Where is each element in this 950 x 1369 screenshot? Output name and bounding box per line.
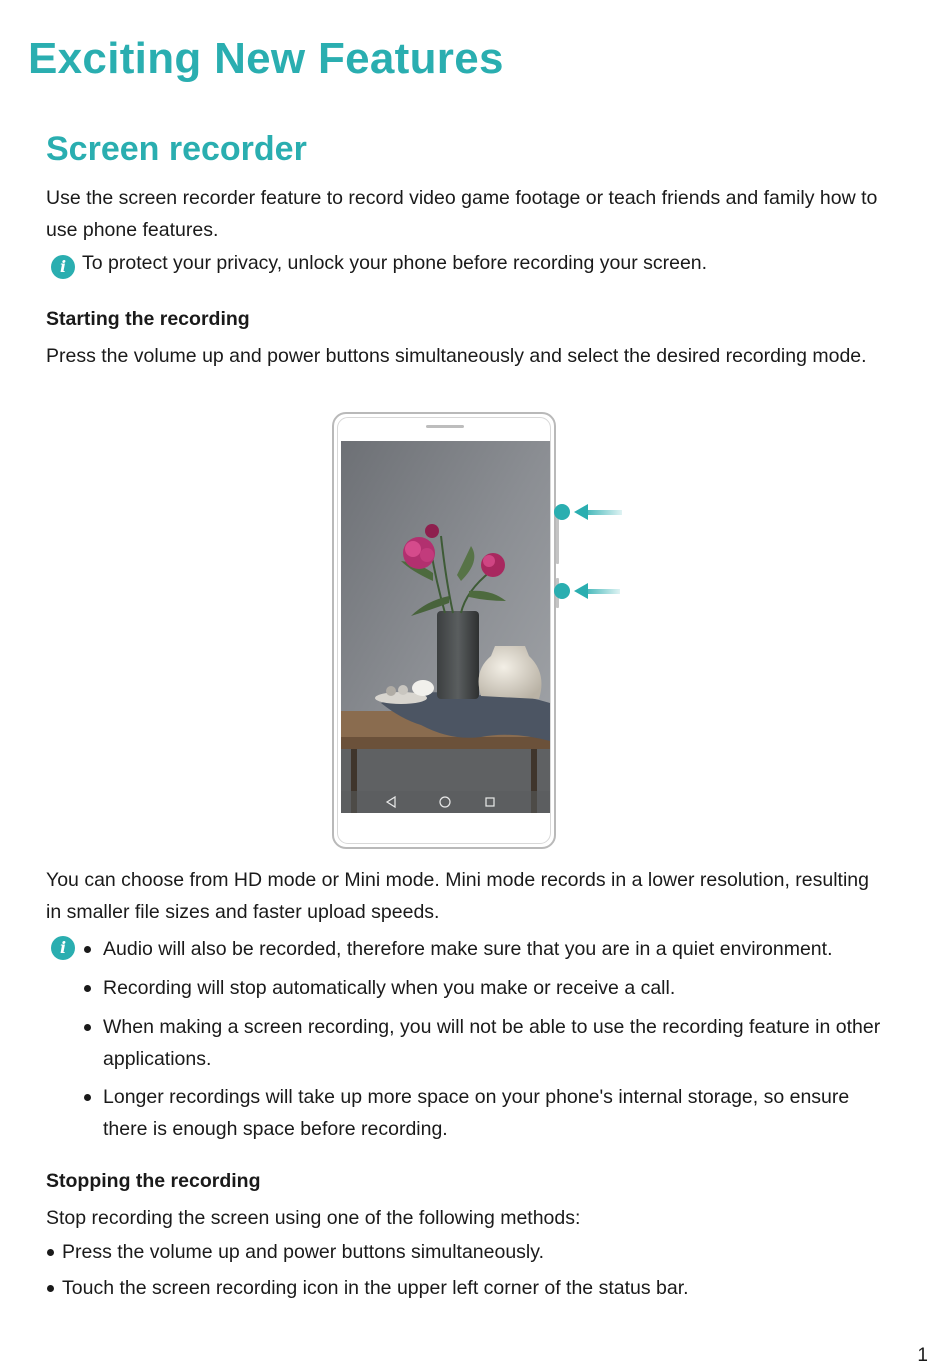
volume-up-arrow — [554, 504, 622, 520]
bullet — [84, 946, 91, 953]
power-arrow — [554, 583, 620, 599]
stopping-item: Press the volume up and power buttons simultaneously. — [62, 1241, 544, 1263]
modes-line: in smaller file sizes and faster upload speeds. — [46, 901, 440, 923]
phone-screen — [341, 441, 550, 813]
note-item: Audio will also be recorded, therefore make sure that you are in a quiet environment. — [103, 938, 833, 960]
info-icon: i — [51, 936, 75, 960]
stopping-heading: Stopping the recording — [46, 1170, 261, 1192]
intro-line: use phone features. — [46, 219, 219, 241]
note-item — [103, 1011, 923, 1075]
note-line: there is enough space before recording. — [103, 1118, 448, 1140]
phone-speaker — [426, 425, 464, 428]
intro-line: Use the screen recorder feature to record video game footage or teach friends and family how to — [46, 187, 878, 209]
note-item: Recording will stop automatically when you make or receive a call. — [103, 977, 676, 999]
page-title: Exciting New Features — [28, 34, 504, 83]
bullet — [47, 1285, 54, 1292]
starting-text: Press the volume up and power buttons simultaneously and select the desired recording mode. — [46, 345, 867, 367]
page-number: 1 — [917, 1345, 928, 1366]
modes-line: You can choose from HD mode or Mini mode. Mini mode records in a lower resolution, resulting — [46, 869, 869, 891]
bullet — [47, 1249, 54, 1256]
stopping-item: Touch the screen recording icon in the upper left corner of the status bar. — [62, 1277, 689, 1299]
privacy-note: To protect your privacy, unlock your phone before recording your screen. — [82, 252, 708, 274]
modes-paragraph — [46, 864, 926, 928]
note-line: Longer recordings will take up more space on your phone's internal storage, so ensure — [103, 1086, 850, 1108]
intro-paragraph — [46, 182, 926, 246]
stopping-text: Stop recording the screen using one of the following methods: — [46, 1207, 581, 1229]
still-life-photo — [341, 441, 550, 813]
phone-illustration — [332, 412, 556, 849]
bullet — [84, 985, 91, 992]
note-line: applications. — [103, 1048, 212, 1070]
section-title: Screen recorder — [46, 130, 307, 168]
button-arrows — [550, 500, 625, 605]
bullet — [84, 1024, 91, 1031]
note-line: When making a screen recording, you will not be able to use the recording feature in other — [103, 1016, 881, 1038]
bullet — [84, 1094, 91, 1101]
info-icon: i — [51, 255, 75, 279]
note-item — [103, 1081, 923, 1145]
starting-heading: Starting the recording — [46, 308, 250, 330]
